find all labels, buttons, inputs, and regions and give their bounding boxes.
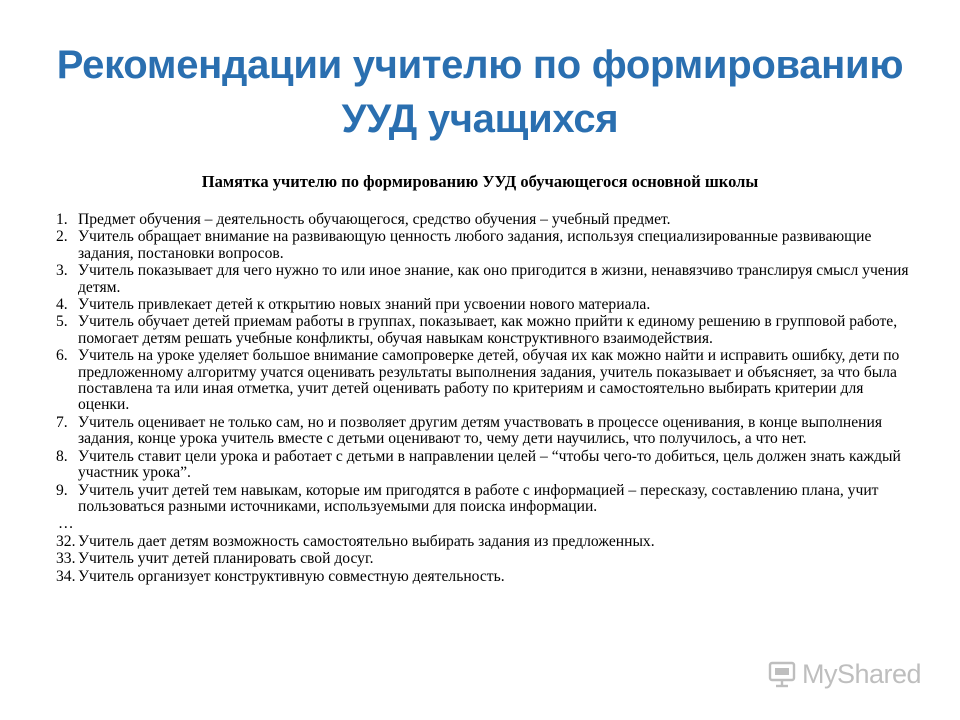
- list-item-number: 33.: [56, 550, 76, 568]
- list-item: [56, 551, 916, 567]
- list-item: [56, 297, 916, 313]
- list-item-number: 9.: [56, 481, 68, 499]
- list-item-number: 4.: [56, 296, 68, 314]
- list-item: [56, 483, 916, 516]
- list-item-text: Учитель учит детей планировать свой досуг.: [78, 550, 374, 568]
- list-item-number: 6.: [56, 347, 68, 365]
- list-item-text: Учитель дает детям возможность самостоятельно выбирать задания из предложенных.: [78, 532, 655, 550]
- list-item: [56, 263, 916, 296]
- watermark: [768, 658, 921, 690]
- list-item-text: Учитель обучает детей приемам работы в группах, показывает, как можно прийти к единому решению в групповой работе, помогает детям решать учебные конфликты, обучая навыкам конструктивного взаимодействия.: [78, 313, 898, 347]
- list-item-text: Учитель учит детей тем навыкам, которые им пригодятся в работе с информацией – пересказу, составлению плана, учит пользоваться разными источниками, используемыми для поиска информации.: [78, 481, 879, 515]
- list-item: [56, 534, 916, 550]
- list-item-text: Учитель привлекает детей к открытию новых знаний при усвоении нового материала.: [78, 296, 651, 314]
- list-ellipsis: [56, 516, 916, 532]
- list-item-text: Предмет обучения – деятельность обучающегося, средство обучения – учебный предмет.: [78, 211, 671, 228]
- list-item-text: Учитель организует конструктивную совместную деятельность.: [78, 567, 505, 585]
- memo-heading: Памятка учителю по формированию УУД обучающегося основной школы: [201, 172, 759, 191]
- watermark-text: MyShared: [802, 658, 922, 689]
- list-item-text: Учитель показывает для чего нужно то или иное знание, как оно пригодится в жизни, ненавязчиво транслируя смысл учения детям.: [78, 262, 909, 296]
- list-item-number: 5.: [56, 313, 68, 331]
- list-item-number: 7.: [56, 413, 68, 431]
- list-item-number: 2.: [56, 228, 68, 246]
- list-item-text: Учитель на уроке уделяет большое внимание самопроверке детей, обучая их как можно найти и исправить ошибку, дети по предложенному алгоритму учатся оценивать результаты выполнения задания, учитель показывает и объясняет, за что была поставлена та или иная отметка, учит детей оценивать работу по критериям и самостоятельно выбирать критерии для оценки.: [78, 347, 900, 414]
- list-item: [56, 212, 916, 228]
- slide-title-line1: Рекомендации учителю по формированию: [56, 43, 904, 87]
- list-item-text: Учитель оценивает не только сам, но и позволяет другим детям участвовать в процессе оценивания, в конце выполнения задания, конце урока учитель вместе с детьми оценивают то, чему дети научились, что получилось, а что нет.: [78, 413, 882, 448]
- list-item-number: 3.: [56, 262, 68, 280]
- list-item: [56, 348, 916, 414]
- list-item: [56, 415, 916, 448]
- list-item: [56, 449, 916, 482]
- list-item-text: Учитель обращает внимание на развивающую ценность любого задания, используя специализированные развивающие задания, постановки вопросов.: [78, 228, 872, 262]
- list-item: [56, 569, 916, 585]
- list-item-text: Учитель ставит цели урока и работает с детьми в направлении целей – “чтобы чего-то добиться, цель должен знать каждый участник урока”.: [78, 447, 901, 482]
- list-item: [56, 229, 916, 262]
- list-item-number: 1.: [56, 211, 68, 228]
- slide-title: [0, 38, 960, 146]
- presentation-icon: [768, 660, 798, 688]
- slide-title-line2: УУД учащихся: [341, 97, 619, 141]
- list-item-number: 34.: [56, 567, 76, 585]
- list-item-number: 32.: [56, 532, 76, 550]
- list-item: [56, 314, 916, 347]
- ellipsis-text: …: [58, 515, 74, 533]
- memo-list: [56, 212, 916, 586]
- list-item-number: 8.: [56, 447, 68, 465]
